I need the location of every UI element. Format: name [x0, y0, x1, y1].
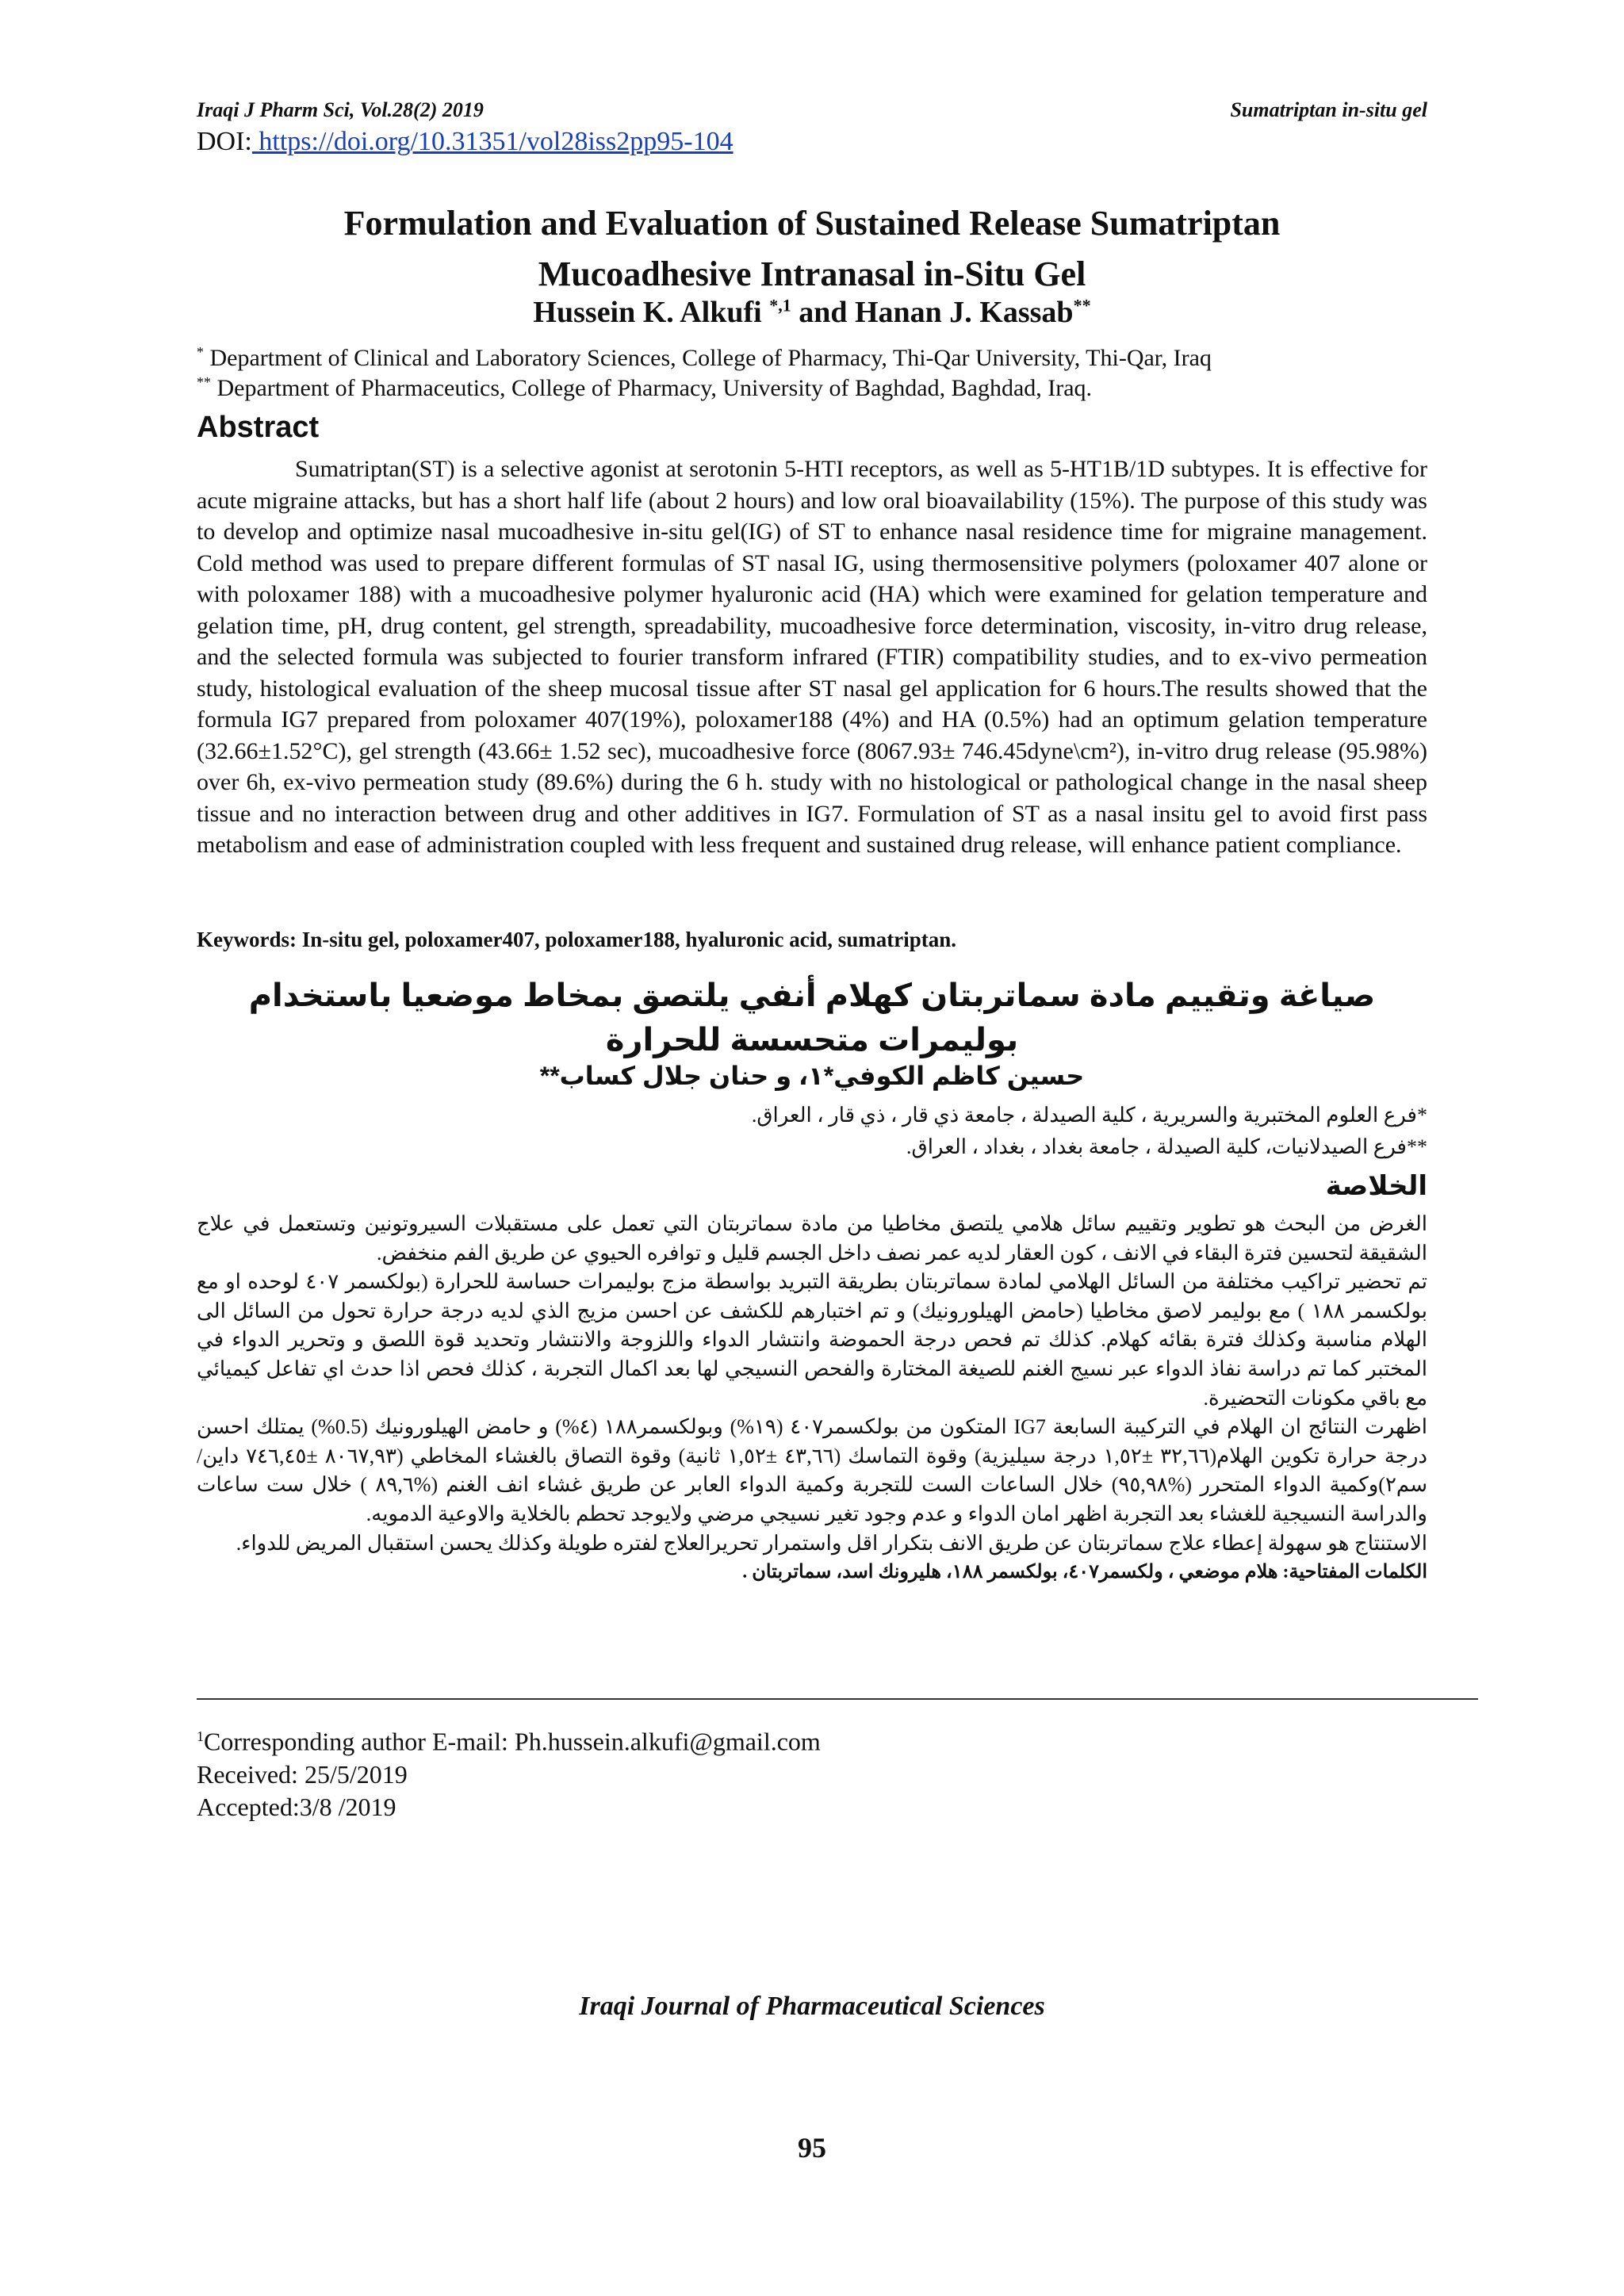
footnote-divider — [197, 1698, 1478, 1700]
corresponding-author-text: Corresponding author E-mail: Ph.hussein.alkufi@gmail.com — [204, 1727, 821, 1756]
arabic-paragraph-2: تم تحضير تراكيب مختلفة من السائل الهلامي لمادة سماتربتان بطريقة التبريد بواسطة مزج بوليمرات حساسة للحرارة (بولكسمر ٤٠٧ لوحده او مع بولكسمر ١٨٨ ) مع بوليمر لاصق مخاطيا (حامض الهيلورونيك) و تم اختبارهم للكشف عن احسن مزيج الذي لديه درجة حرارة تحول من السائل الى الهلام مناسبة وكذلك فترة بقائه كهلام. كذلك تم فحص درجة الحموضة وانتشار الدواء واللزوجة والانتشار وتحديد قوة اللصق و وتحرير الدواء في المختبر كما تم دراسة نفاذ الدواء عبر نسيج الغنم للصيغة المختارة والفحص النسيجي لها بعد اكمال التجربة ، كذلك فحص اذا حدث اي تفاعل كيميائي مع باقي مكونات التحضيرة. — [197, 1270, 1427, 1410]
arabic-paragraph-3: اظهرت النتائج ان الهلام في التركيبة السابعة IG7 المتكون من بولكسمر٤٠٧ (١٩%) وبولكسمر١٨٨ (٤%) و حامض الهيلورونيك (0.5%) يمتلك احسن درجة حرارة تكوين الهلام(٣٢,٦٦ ±١,٥٢ درجة سيليزية) وقوة التماسك (٤٣,٦٦ ±١,٥٢ ثانية) وقوة التصاق بالغشاء المخاطي (٨٠٦٧,٩٣ ±٧٤٦,٤٥ داين/سم٢)وكمية الدواء المتحرر (%٩٥,٩٨) خلال الساعات الست للتجربة وكمية الدواء العابر عن طريق غشاء انف الغنم (%٨٩,٦ ) خلال ست ساعات والدراسة النسيجية للغشاء بعد التجربة اظهر امان الدواء و عدم وجود تغير نسيجي مرضي ولايوجد تحطم بالخلاية والاوعية الدمويه. — [197, 1415, 1427, 1525]
arabic-abstract-heading: الخلاصة — [1325, 1171, 1427, 1201]
arabic-authors: حسين كاظم الكوفي*١، و حنان جلال كساب** — [539, 1062, 1085, 1090]
arabic-paragraph-1: الغرض من البحث هو تطوير وتقييم سائل هلامي يلتصق مخاطيا من مادة سماتربتان التي تعمل على مستقبلات السيروتونين وتستعمل في علاج الشقيقة لتحسين فترة البقاء في الانف ، كون العقار لديه عمر نصف داخل الجسم قليل و توافره الحيوي عن طريق الفم منخفض. — [197, 1212, 1427, 1265]
doi-link[interactable]: https://doi.org/10.31351/vol28iss2pp95-104 — [251, 127, 733, 156]
page-number: 95 — [798, 2132, 826, 2164]
running-header — [197, 98, 1427, 130]
doi-label: DOI: — [197, 127, 252, 156]
arabic-affiliation-2 — [197, 1135, 1427, 1159]
running-title: Sumatriptan in-situ gel — [1230, 98, 1427, 121]
title-line-1: Formulation and Evaluation of Sustained Release Sumatriptan — [343, 204, 1281, 243]
affiliation-2-mark: ** — [197, 374, 211, 390]
arabic-affiliation-1-text: *فرع العلوم المختبرية والسريرية ، كلية الصيدلة ، جامعة ذي قار ، ذي قار ، العراق. — [751, 1104, 1427, 1127]
arabic-affiliation-2-text: **فرع الصيدلانيات، كلية الصيدلة ، جامعة بغداد ، بغداد ، العراق. — [906, 1135, 1427, 1158]
arabic-affiliation-1 — [197, 1104, 1427, 1127]
footer-journal-name: Iraqi Journal of Pharmaceutical Sciences — [579, 1992, 1045, 2021]
arabic-paragraph-4: الاستنتاج هو سهولة إعطاء علاج سماتربتان عن طريق الانف بتكرار اقل واستمرار تحريرالعلاج لفتره طويلة وكذلك يحسن استقبال المريض للدواء. — [236, 1531, 1427, 1555]
author-1-mark: *,1 — [769, 295, 791, 316]
abstract-text: Sumatriptan(ST) is a selective agonist at serotonin 5-HTI receptors, as well as 5-HT1B/1D subtypes. It is effective for acute migraine attacks, but has a short half life (about 2 hours) and low oral bioavailability (15%). The purpose of this study was to develop and optimize nasal mucoadhesive in-situ gel(IG) of ST to enhance nasal residence time for migraine management. Cold method was used to prepare different formulas of ST nasal IG, using thermosensitive polymers (poloxamer 407 alone or with poloxamer 188) with a mucoadhesive polymer hyaluronic acid (HA) which were examined for gelation temperature and gelation time, pH, drug content, gel strength, spreadability, mucoadhesive force determination, viscosity, in-vitro drug release, and the selected formula was subjected to fourier transform infrared (FTIR) compatibility studies, and to ex-vivo permeation study, histological evaluation of the sheep mucosal tissue after ST nasal gel application for 6 hours.The results showed that the formula IG7 prepared from poloxamer 407(19%), poloxamer188 (4%) and HA (0.5%) had an optimum gelation temperature (32.66±1.52°C), gel strength (43.66± 1.52 sec), mucoadhesive force (8067.93± 746.45dyne\cm²), in-vitro drug release (95.98%) over 6h, ex-vivo permeation study (89.6%) during the 6 h. study with no histological or pathological change in the nasal sheep tissue and no interaction between drug and other additives in IG7. Formulation of ST as a nasal insitu gel to avoid first pass metabolism and ease of administration coupled with less frequent and sustained drug release, will enhance patient compliance. — [197, 456, 1427, 858]
abstract-heading: Abstract — [197, 411, 320, 444]
accepted-date: Accepted:3/8 /2019 — [197, 1792, 396, 1821]
affiliation-1-mark: * — [197, 344, 204, 360]
affiliation-2-text: Department of Pharmaceutics, College of Pharmacy, University of Baghdad, Baghdad, Iraq. — [211, 375, 1093, 401]
affiliation-1-text: Department of Clinical and Laboratory Sciences, College of Pharmacy, Thi-Qar University, Thi-Qar, Iraq — [204, 345, 1212, 371]
author-2: and Hanan J. Kassab — [791, 296, 1074, 329]
keywords: Keywords: In-situ gel, poloxamer407, poloxamer188, hyaluronic acid, sumatriptan. — [197, 928, 956, 951]
arabic-keywords: الكلمات المفتاحية: هلام موضعي ، ولكسمر٤٠٧، بولكسمر ١٨٨، هليرونك اسد، سماتربتان . — [742, 1562, 1427, 1583]
affiliation-2 — [197, 366, 1427, 404]
author-2-mark: ** — [1073, 295, 1091, 316]
received-date: Received: 25/5/2019 — [197, 1759, 408, 1789]
doi-line — [197, 127, 733, 157]
arabic-abstract — [197, 1210, 1427, 1587]
footnotes — [197, 1720, 821, 1823]
author-list — [197, 295, 1427, 330]
author-1: Hussein K. Alkufi — [533, 296, 770, 329]
corresponding-author — [197, 1720, 821, 1758]
footnote-mark: 1 — [197, 1728, 204, 1744]
journal-reference: Iraqi J Pharm Sci, Vol.28(2) 2019 — [197, 98, 484, 121]
title-line-2: Mucoadhesive Intranasal in-Situ Gel — [538, 254, 1086, 293]
article-title — [197, 198, 1427, 300]
arabic-title: صياغة وتقييم مادة سماتربتان كهلام أنفي يلتصق بمخاط موضعيا باستخدام بوليمرات متحسسة للحرارة — [248, 978, 1376, 1058]
